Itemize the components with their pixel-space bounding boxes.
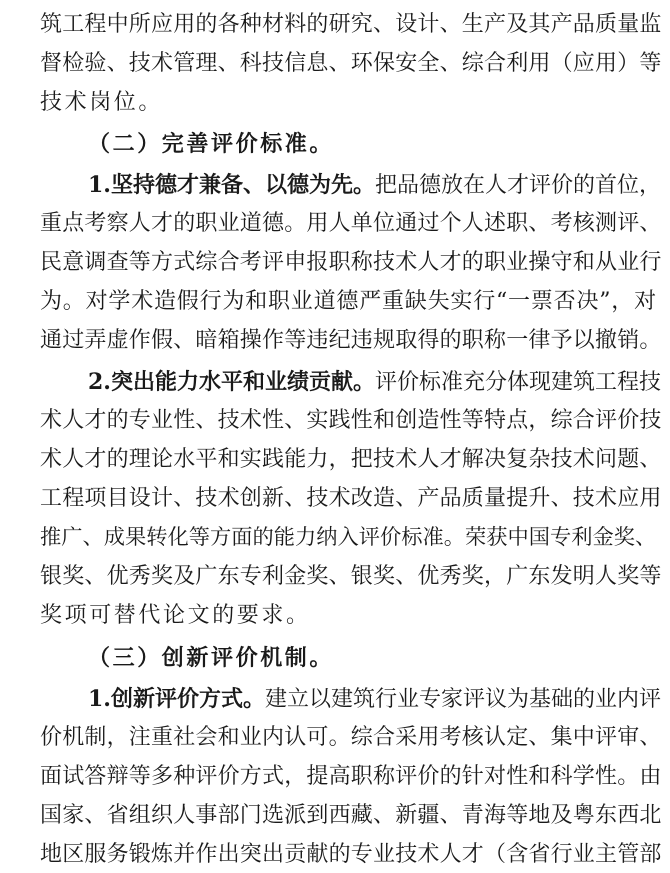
paragraph-first-line [88, 684, 661, 714]
section-heading: （三）创新评价机制。 [88, 645, 335, 671]
paragraph-lead: 1.创新评价方式。 [88, 686, 265, 712]
body-text: 建立以建筑行业专家评议为基础的业内评 [264, 687, 661, 712]
body-line: 重点考察人才的职业道德。用人单位通过个人述职、考核测评、 [40, 211, 662, 236]
body-line: 技术岗位。 [40, 90, 164, 115]
paragraph-first-line [88, 170, 661, 200]
body-line: 督检验、技术管理、科技信息、环保安全、综合利用（应用）等 [40, 51, 662, 76]
body-line: 银奖、优秀奖及广东专利金奖、银奖、优秀奖，广东发明人奖等 [40, 564, 662, 589]
body-line: 地区服务锻炼并作出突出贡献的专业技术人才（含省行业主管部 [40, 842, 662, 867]
body-text: 把品德放在人才评价的首位， [374, 173, 661, 198]
body-line: 为。对学术造假行为和职业道德严重缺失实行“一票否决”，对 [40, 289, 657, 314]
body-line: 术人才的理论水平和实践能力，把技术人才解决复杂技术问题、 [40, 447, 662, 472]
body-line: 国家、省组织人事部门选派到西藏、新疆、青海等地及粤东西北 [40, 803, 662, 828]
body-line: 民意调查等方式综合考评申报职称技术人才的职业操守和从业行 [40, 250, 662, 275]
section-heading: （二）完善评价标准。 [88, 131, 335, 157]
paragraph-lead: 1.坚持德才兼备、以德为先。 [88, 172, 375, 198]
body-line: 奖项可替代论文的要求。 [40, 603, 311, 628]
body-line: 通过弄虚作假、暗箱操作等违纪违规取得的职称一律予以撤销。 [40, 328, 662, 353]
body-line: 面试答辩等多种评价方式，提高职称评价的针对性和科学性。由 [40, 764, 662, 789]
body-line: 筑工程中所应用的各种材料的研究、设计、生产及其产品质量监 [40, 12, 662, 37]
paragraph-first-line [88, 367, 661, 397]
paragraph-lead: 2.突出能力水平和业绩贡献。 [88, 369, 375, 395]
body-line: 推广、成果转化等方面的能力纳入评价标准。荣获中国专利金奖、 [40, 525, 657, 550]
body-text: 评价标准充分体现建筑工程技 [374, 370, 661, 395]
body-line: 术人才的专业性、技术性、实践性和创造性等特点，综合评价技 [40, 408, 662, 433]
body-line: 工程项目设计、技术创新、技术改造、产品质量提升、技术应用 [40, 486, 662, 511]
body-line: 价机制，注重社会和业内认可。综合采用考核认定、集中评审、 [40, 725, 662, 750]
